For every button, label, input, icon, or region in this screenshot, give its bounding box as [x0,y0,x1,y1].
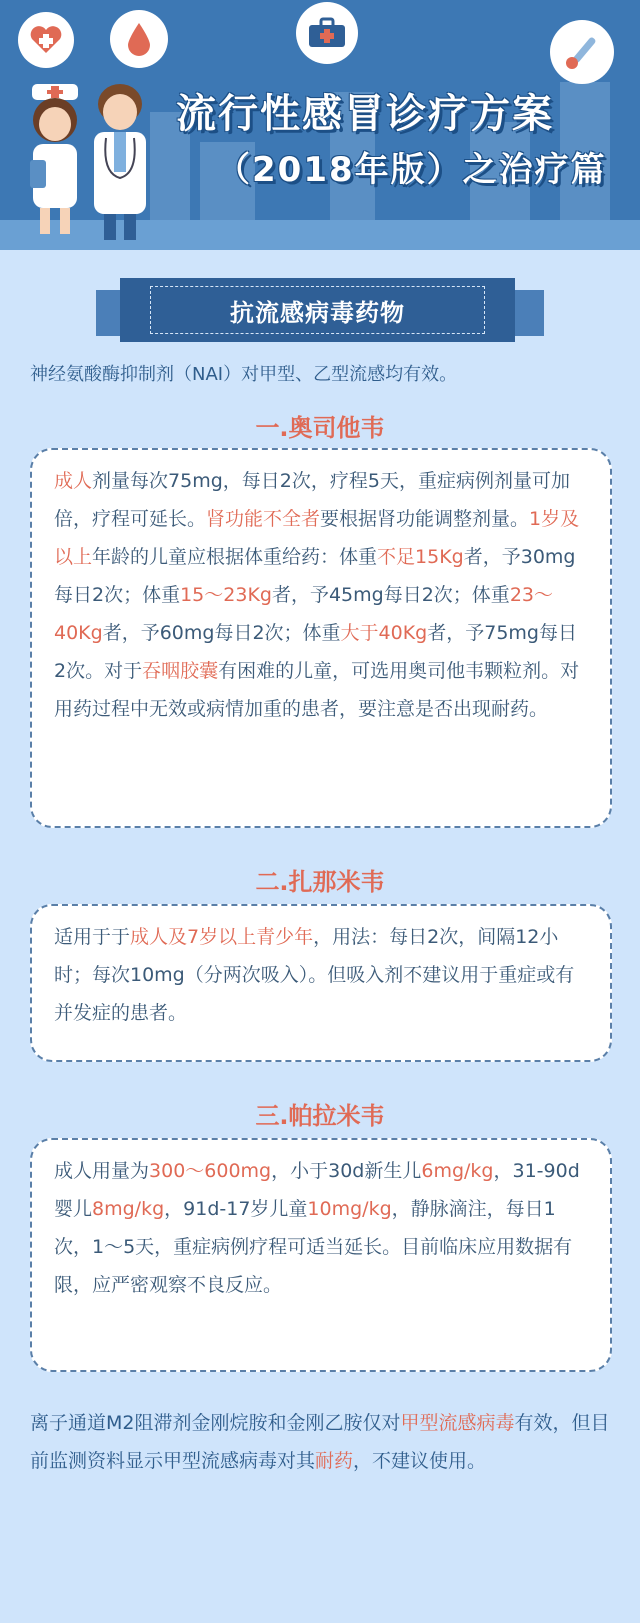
blood-drop-icon [110,10,168,68]
text-run: 要根据肾功能调整剂量。 [320,508,530,530]
text-highlight: 吞咽胶囊 [142,660,219,682]
text-highlight: 6mg/kg [421,1160,494,1182]
text-highlight: 15～23Kg [180,584,272,606]
text-highlight: 1岁及以上 [54,508,580,568]
footer-text [30,1404,615,1480]
text-run: ，小于30d新生儿 [271,1160,422,1182]
section1-title: 一.奥司他韦 [255,414,385,442]
text-run: 有困难的儿童，可选用奥司他韦颗粒剂。对用药过程中无效或病情加重的患者，要注意是否出现耐药。 [54,660,580,720]
header-banner [0,0,640,250]
text-run: 者，予30mg每日2次；体重 [54,546,576,606]
text-run: 成人用量为 [54,1160,150,1182]
text-highlight: 8mg/kg [92,1198,165,1220]
text-highlight: 300～600mg [149,1160,272,1182]
text-highlight: 大于40Kg [340,622,428,644]
text-run: ，91d-17岁儿童 [164,1198,308,1220]
text-run: ，31-90d婴儿 [54,1160,580,1220]
text-run: 者，予60mg每日2次；体重 [102,622,341,644]
section1-card [30,448,612,828]
heart-plus-icon [18,12,74,68]
text-run: 者，予75mg每日2次。对于 [54,622,577,682]
doctor-figure [80,78,160,244]
text-run: 适用于于 [54,926,131,948]
intro-text: 神经氨酸酶抑制剂（NAI）对甲型、乙型流感均有效。 [30,364,458,385]
text-highlight: 不足15Kg [377,546,464,568]
text-highlight: 23～40Kg [54,584,553,644]
banner-title: 抗流感病毒药物 [150,286,485,334]
header-title-line2: （2018年版）之治疗篇 [216,150,607,190]
section3-card [30,1138,612,1372]
text-run: ，不建议使用。 [353,1450,487,1472]
section2-title: 二.扎那米韦 [255,868,385,896]
text-run: 年龄的儿童应根据体重给药：体重 [92,546,378,568]
thermometer-icon [550,20,614,84]
text-highlight: 甲型流感病毒 [400,1412,515,1434]
text-run: 离子通道M2阻滞剂金刚烷胺和金刚乙胺仅对 [30,1412,401,1434]
text-run: 者，予45mg每日2次；体重 [271,584,510,606]
text-highlight: 耐药 [315,1450,354,1472]
medical-kit-icon [296,2,358,64]
text-highlight: 成人及7岁以上青少年 [130,926,314,948]
text-run: 有效，但目前监测资料显示甲型流感病毒对其 [30,1412,610,1472]
header-title-line1: 流行性感冒诊疗方案 [176,91,554,137]
text-highlight: 肾功能不全者 [206,508,321,530]
section-banner [120,278,515,342]
text-run: 剂量每次75mg，每日2次，疗程5天，重症病例剂量可加倍，疗程可延长。 [54,470,570,530]
section3-title: 三.帕拉米韦 [255,1102,385,1130]
text-highlight: 10mg/kg [307,1198,392,1220]
text-highlight: 成人 [54,470,93,492]
section2-card [30,904,612,1062]
text-run: ，用法：每日2次，间隔12小时；每次10mg（分两次吸入）。但吸入剂不建议用于重症或有并发症的患者。 [54,926,575,1024]
text-run: ，静脉滴注，每日1次，1～5天，重症病例疗程可适当延长。目前临床应用数据有限，应严密观察不良反应。 [54,1198,573,1296]
